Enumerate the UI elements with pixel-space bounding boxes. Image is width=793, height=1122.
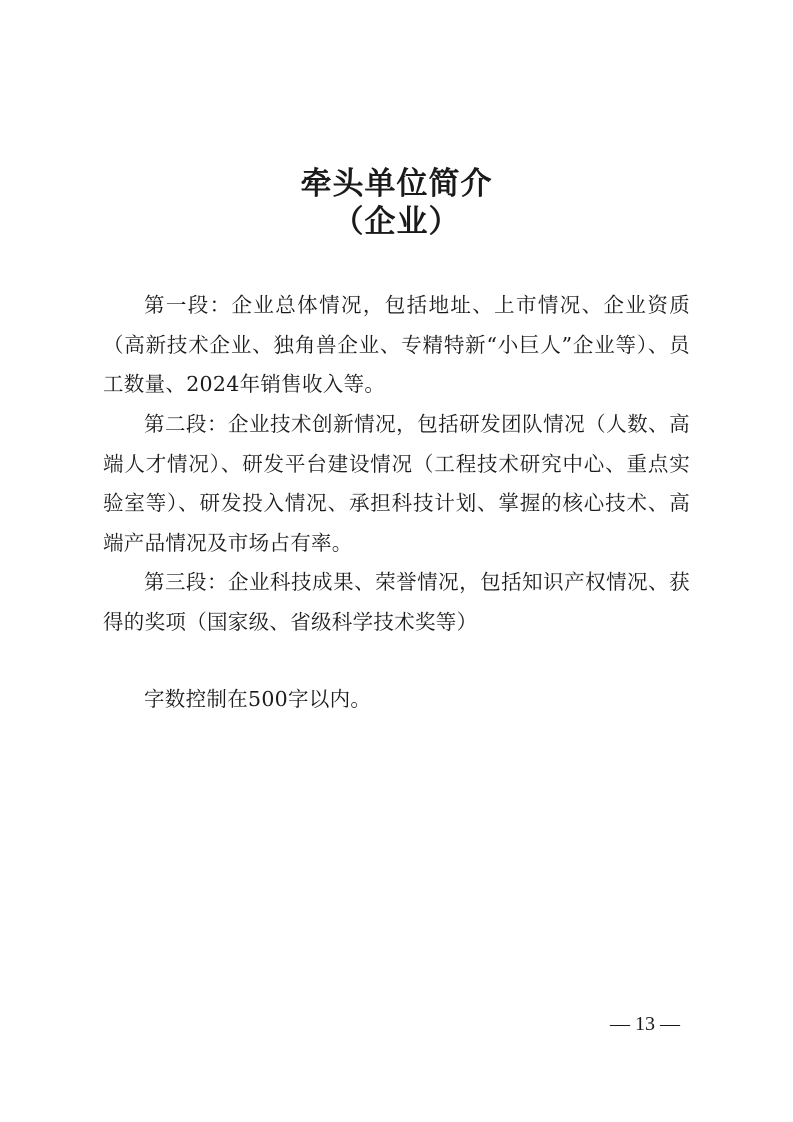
paragraph-overview: 第一段：企业总体情况，包括地址、上市情况、企业资质（高新技术企业、独角兽企业、专精特新“小巨人”企业等）、员工数量、2024年销售收入等。 xyxy=(103,293,690,396)
document-subtitle: （企业） xyxy=(332,204,461,240)
document-title: 牵头单位简介 xyxy=(300,166,493,202)
paragraph-achievements: 第三段：企业科技成果、荣誉情况，包括知识产权情况、获得的奖项（国家级、省级科学技术奖等） xyxy=(103,570,690,634)
paragraph-innovation: 第二段：企业技术创新情况，包括研发团队情况（人数、高端人才情况）、研发平台建设情况（工程技术研究中心、重点实验室等）、研发投入情况、承担科技计划、掌握的核心技术、高端产品情况及市场占有率。 xyxy=(103,412,690,555)
page-number: — 13 — xyxy=(610,1013,680,1035)
paragraph-word-limit: 字数控制在500字以内。 xyxy=(144,687,372,711)
